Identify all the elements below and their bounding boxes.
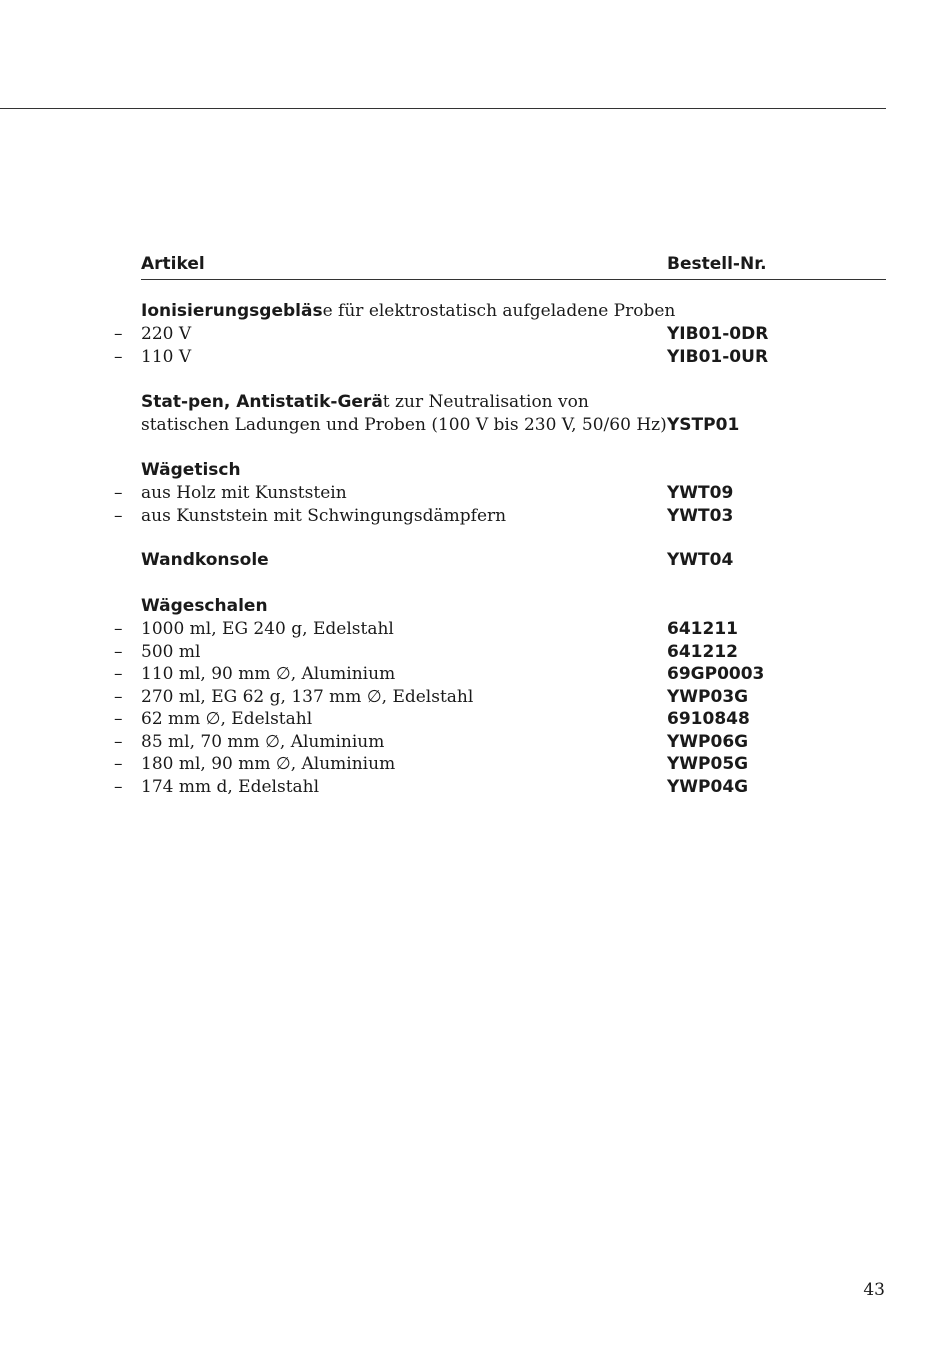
order-code: YIB01-0UR <box>667 347 769 367</box>
order-code: 69GP0003 <box>667 664 765 684</box>
wall-console-title: Wandkonsole <box>141 550 269 570</box>
statpen-line2-row: statischen Ladungen und Proben (100 V bis 230 V, 50/60 Hz) YSTP01 <box>141 415 740 435</box>
order-code: YSTP01 <box>667 415 740 435</box>
list-item: – 62 mm ∅, Edelstahl 6910848 <box>114 709 750 729</box>
table-header <box>141 254 886 280</box>
order-code: YWP05G <box>667 754 749 774</box>
list-item: – 110 V YIB01-0UR <box>114 347 769 367</box>
order-code: YWP06G <box>667 732 749 752</box>
list-item: – 174 mm d, Edelstahl YWP04G <box>114 777 749 797</box>
list-item: – 1000 ml, EG 240 g, Edelstahl 641211 <box>114 619 738 639</box>
ionizer-title: Ionisierungsgebläse für elektrostatisch aufgeladene Proben <box>141 301 676 321</box>
header-order-no: Bestell-Nr. <box>667 254 767 274</box>
order-code: YWT09 <box>667 483 734 503</box>
ionizer-title-row <box>0 300 886 323</box>
header-article: Artikel <box>141 254 205 274</box>
order-code: YWT04 <box>667 550 734 570</box>
list-item: – 85 ml, 70 mm ∅, Aluminium YWP06G <box>114 732 749 752</box>
top-rule <box>0 108 886 109</box>
order-code: YWP04G <box>667 777 749 797</box>
list-item: – 110 ml, 90 mm ∅, Aluminium 69GP0003 <box>114 664 765 684</box>
list-item: – 180 ml, 90 mm ∅, Aluminium YWP05G <box>114 754 749 774</box>
weighing-pans-title-row <box>0 595 886 618</box>
page-number: 43 <box>863 1280 885 1300</box>
list-item: – aus Kunststein mit Schwingungsdämpfern YWT03 <box>114 506 734 526</box>
weighing-table-title-row <box>0 459 886 482</box>
order-code: YIB01-0DR <box>667 324 769 344</box>
list-item: – 270 ml, EG 62 g, 137 mm ∅, Edelstahl YWP03G <box>114 687 749 707</box>
weighing-pans-title: Wägeschalen <box>141 596 268 616</box>
statpen-title: Stat-pen, Antistatik-Gerät zur Neutralisation von <box>141 392 589 412</box>
weighing-table-title: Wägetisch <box>141 460 241 480</box>
list-item: – 500 ml 641212 <box>114 642 738 662</box>
order-code: YWP03G <box>667 687 749 707</box>
list-item: – aus Holz mit Kunststein YWT09 <box>114 483 734 503</box>
statpen-title-row <box>0 391 886 414</box>
order-code: 641212 <box>667 642 738 662</box>
wall-console-row <box>0 549 886 572</box>
order-code: 6910848 <box>667 709 750 729</box>
order-code: YWT03 <box>667 506 734 526</box>
order-code: 641211 <box>667 619 738 639</box>
list-item: – 220 V YIB01-0DR <box>114 324 769 344</box>
